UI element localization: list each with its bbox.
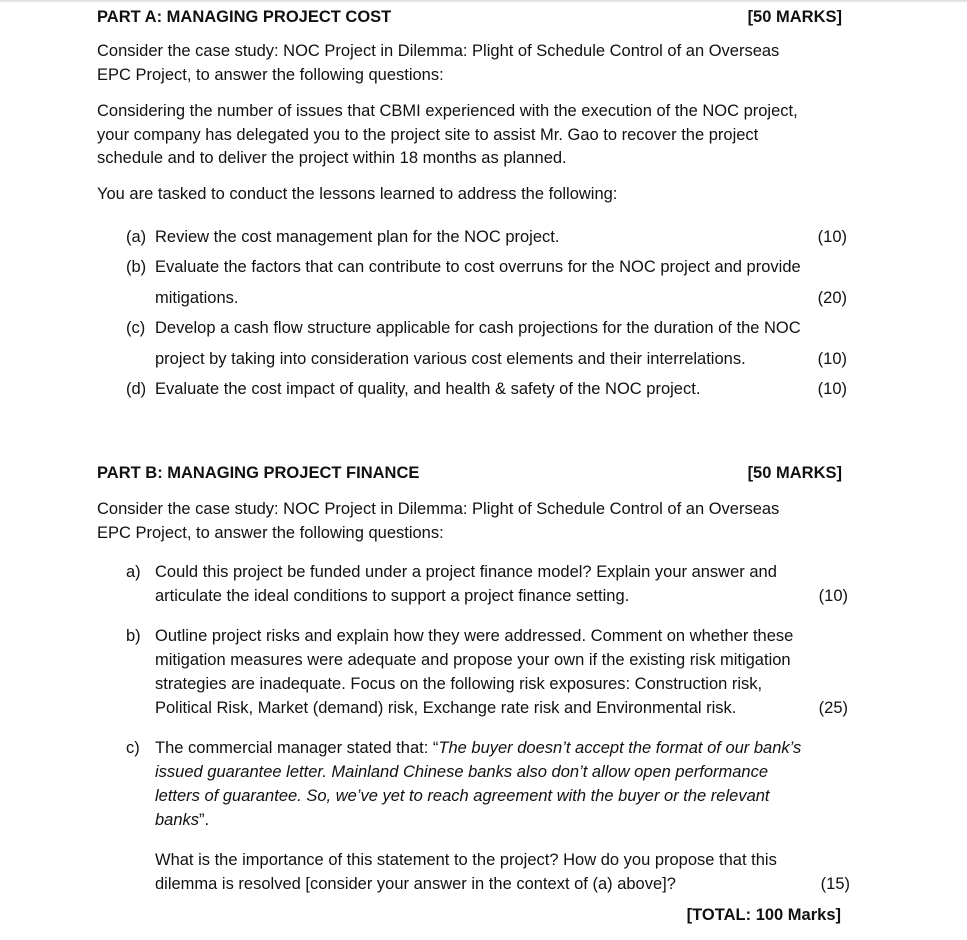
- question-text: mitigations.: [155, 288, 239, 307]
- question-label: (b): [126, 258, 147, 277]
- question-line: Political Risk, Market (demand) risk, Exchange rate risk and Environmental risk.: [155, 699, 737, 717]
- question-text: project by taking into consideration various cost elements and their interrelations.: [155, 349, 746, 368]
- question-text: Develop a cash flow structure applicable for cash projections for the duration of the NOC: [155, 319, 801, 338]
- part-a-marks: [50 MARKS]: [747, 8, 842, 26]
- part-b-title: PART B: MANAGING PROJECT FINANCE: [97, 464, 420, 482]
- part-b-header: [97, 463, 842, 483]
- part-a-intro-line: Consider the case study: NOC Project in Dilemma: Plight of Schedule Control of an Overseas: [97, 42, 780, 60]
- question-c: [126, 314, 851, 345]
- part-a-context-line: schedule and to deliver the project within 18 months as planned.: [97, 149, 567, 167]
- part-a-task-text: You are tasked to conduct the lessons learned to address the following:: [97, 185, 618, 203]
- question-marks: (10): [817, 380, 847, 399]
- part-a-task: [97, 183, 852, 207]
- part-a-intro: [97, 40, 852, 87]
- question-b-cont: [126, 283, 851, 314]
- part-a-intro-line: EPC Project, to answer the following questions:: [97, 65, 444, 84]
- total-marks: [TOTAL: 100 Marks]: [686, 906, 841, 924]
- part-b-intro-line: Consider the case study: NOC Project in Dilemma: Plight of Schedule Control of an Overseas: [97, 500, 780, 518]
- part-a-header: [97, 7, 842, 27]
- question-marks: (25): [818, 699, 848, 717]
- question-marks: (10): [818, 587, 848, 605]
- quote-intro: The commercial manager stated that: “: [155, 739, 439, 757]
- question-d: [126, 375, 851, 406]
- question-line: dilemma is resolved [consider your answer in the context of (a) above]?: [155, 875, 676, 893]
- part-b-question-b: [126, 624, 852, 720]
- part-a-title: PART A: MANAGING PROJECT COST: [97, 8, 392, 26]
- part-a-questions: [126, 222, 851, 405]
- question-label: a): [126, 563, 141, 581]
- question-marks: (10): [817, 349, 847, 368]
- quote-text: The buyer doesn’t accept the format of our bank’s: [438, 739, 802, 757]
- quote-end: ”.: [199, 811, 210, 829]
- quote-text: issued guarantee letter. Mainland Chinese banks also don’t allow open performance: [155, 763, 769, 781]
- question-line: Outline project risks and explain how they were addressed. Comment on whether these: [155, 627, 794, 645]
- question-label: (d): [126, 380, 147, 399]
- question-label: b): [126, 627, 141, 645]
- part-a-context: [97, 100, 852, 171]
- part-a-context-line: your company has delegated you to the project site to assist Mr. Gao to recover the project: [97, 125, 759, 144]
- part-a-context-line: Considering the number of issues that CBMI experienced with the execution of the NOC project,: [97, 102, 798, 120]
- part-b-intro-line: EPC Project, to answer the following questions:: [97, 523, 444, 542]
- question-line: Could this project be funded under a project finance model? Explain your answer and: [155, 563, 777, 581]
- page-top-shadow: [0, 0, 967, 3]
- question-b: [126, 253, 851, 284]
- question-line: What is the importance of this statement to the project? How do you propose that this: [155, 851, 777, 869]
- question-marks: (15): [820, 875, 850, 893]
- question-label: (a): [126, 227, 147, 246]
- quote-text: banks: [155, 811, 200, 829]
- question-label: c): [126, 739, 140, 757]
- question-label: (c): [126, 319, 146, 338]
- part-b-intro: [97, 498, 852, 545]
- question-marks: (10): [817, 227, 847, 246]
- part-b-question-a: [126, 560, 852, 608]
- question-line: mitigation measures were adequate and propose your own if the existing risk mitigation: [155, 651, 791, 669]
- question-marks: (20): [817, 288, 847, 307]
- question-text: Evaluate the factors that can contribute to cost overruns for the NOC project and provide: [155, 258, 801, 277]
- question-a: [126, 222, 851, 253]
- question-text: Review the cost management plan for the NOC project.: [155, 227, 560, 246]
- question-line: articulate the ideal conditions to support a project finance setting.: [155, 587, 630, 605]
- question-text: Evaluate the cost impact of quality, and health & safety of the NOC project.: [155, 380, 701, 399]
- question-c-cont: [126, 344, 851, 375]
- part-b-question-c: [126, 736, 852, 896]
- quote-text: letters of guarantee. So, we’ve yet to reach agreement with the buyer or the relevant: [155, 787, 770, 805]
- part-b-marks: [50 MARKS]: [747, 464, 842, 482]
- question-line: strategies are inadequate. Focus on the following risk exposures: Construction risk,: [155, 675, 763, 693]
